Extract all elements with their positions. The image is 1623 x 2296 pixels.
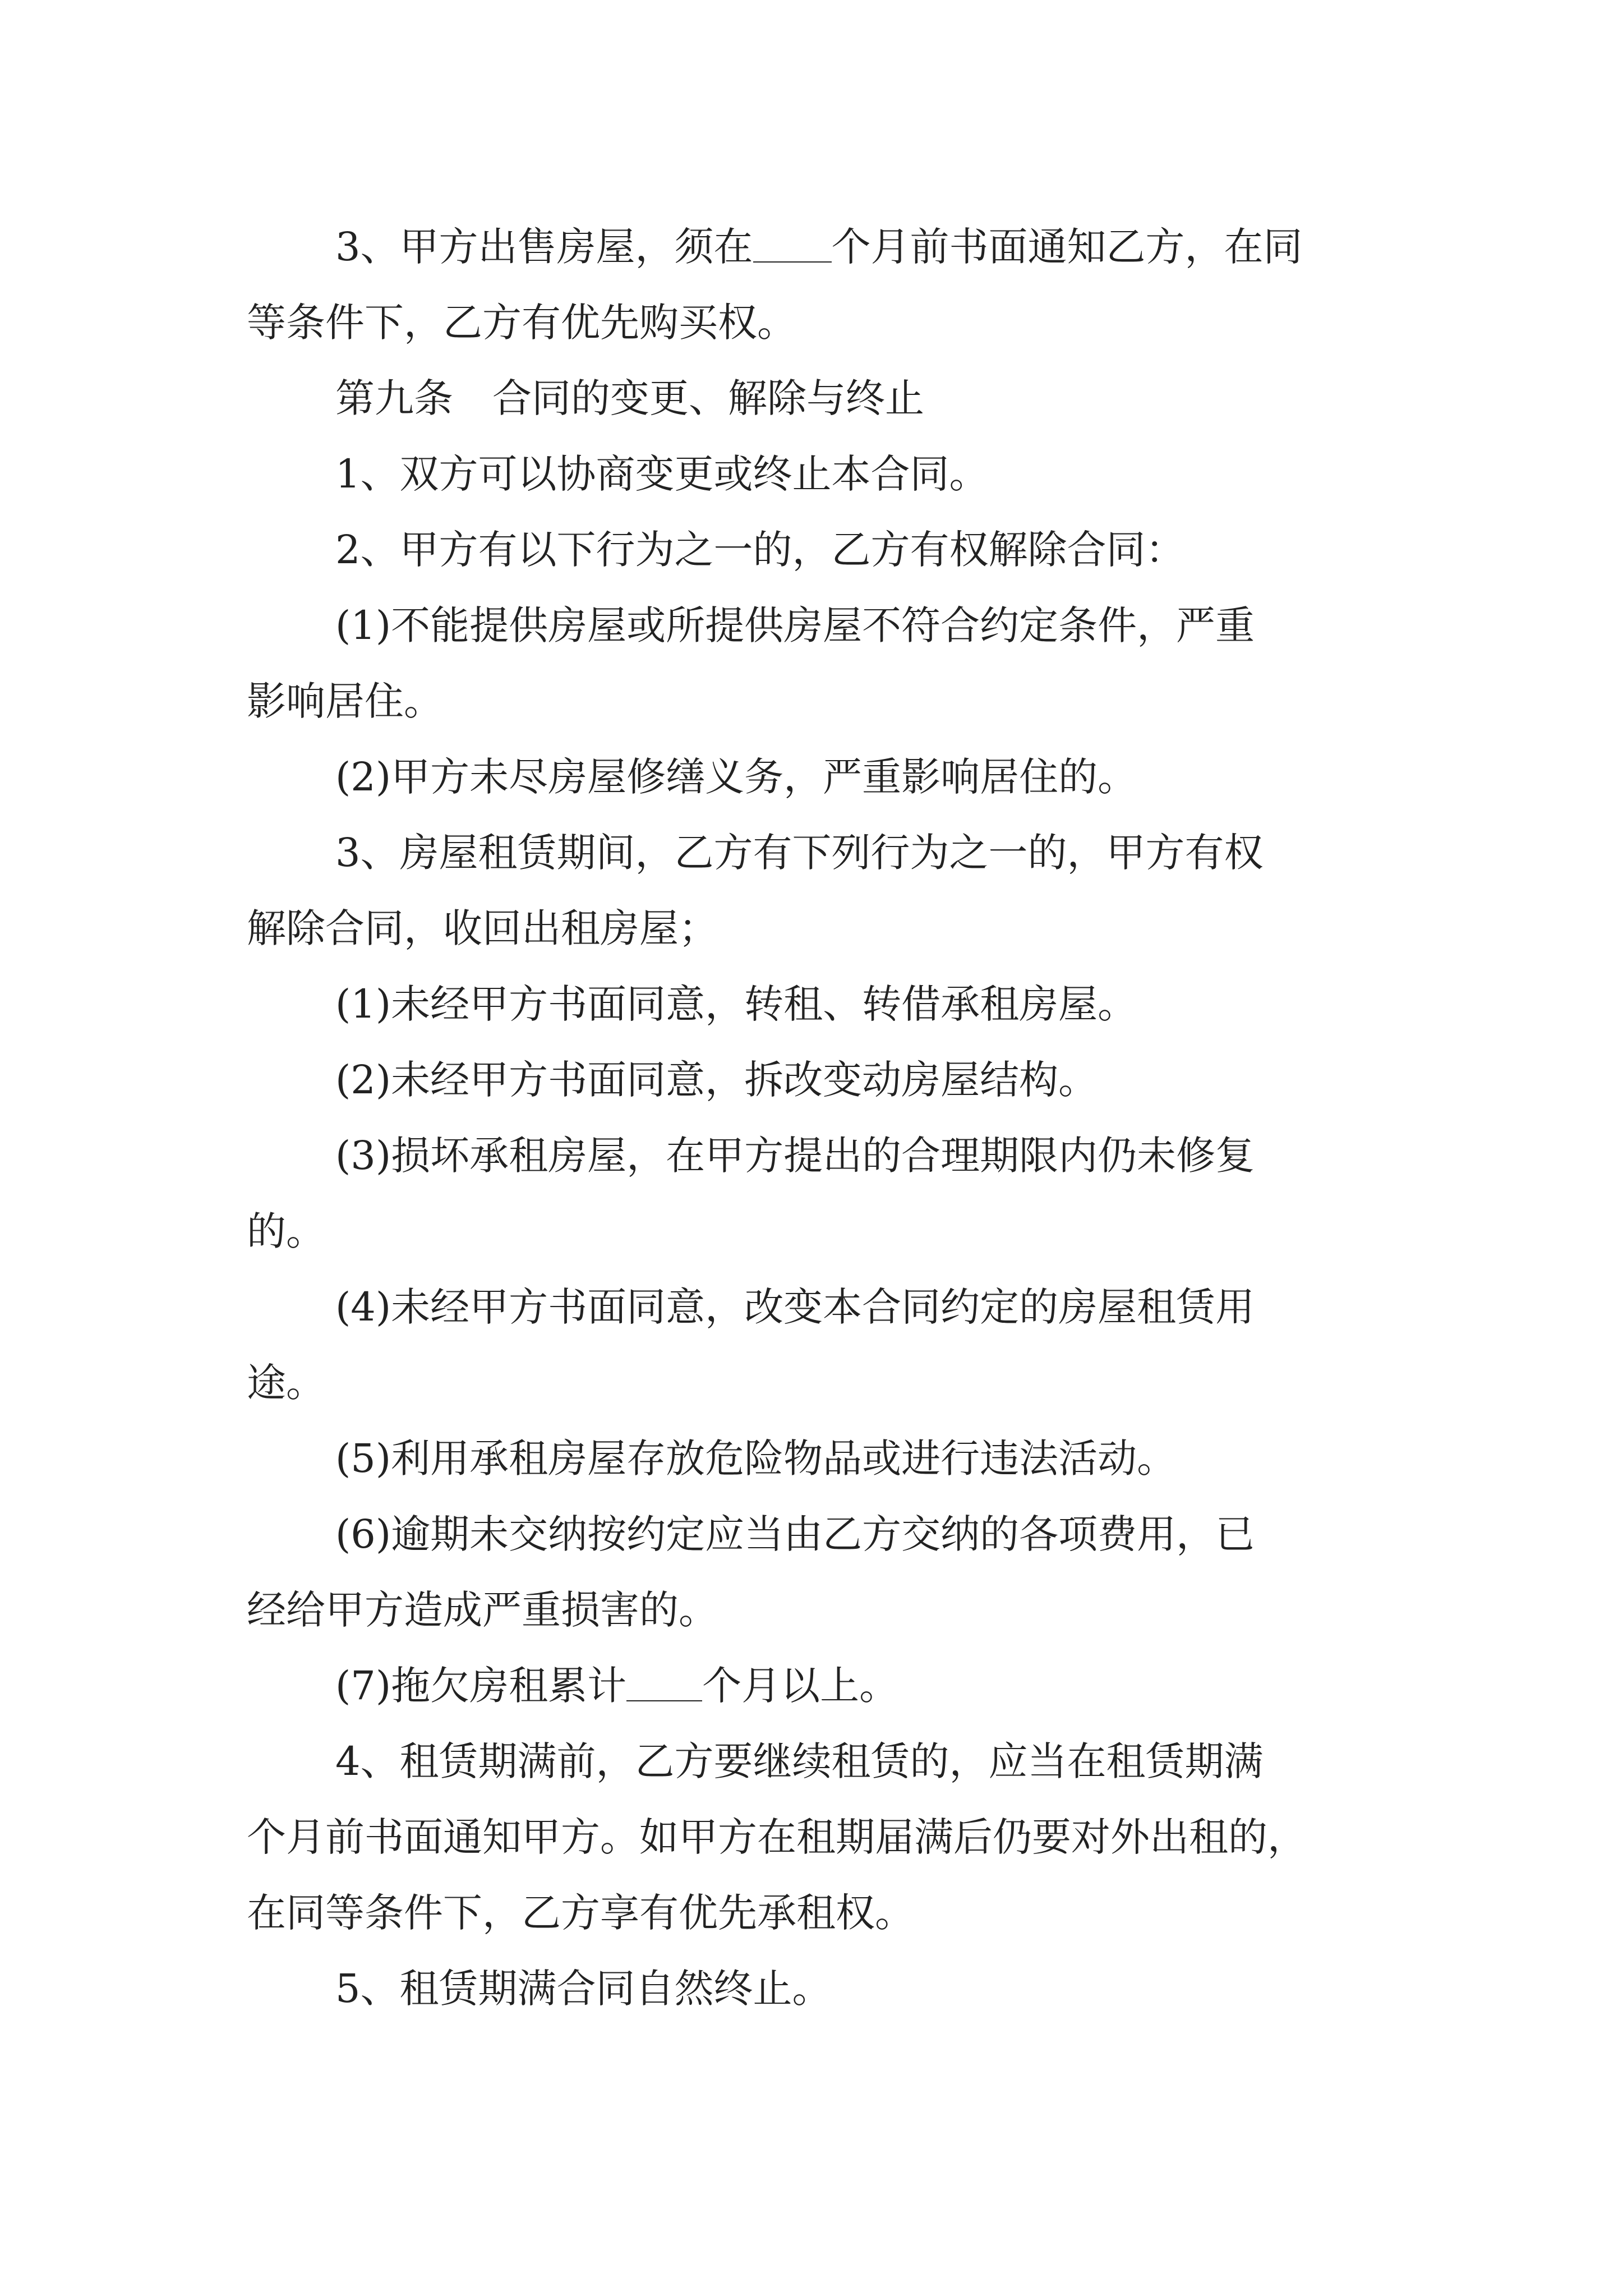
line-text: 3、房屋租赁期间，乙方有下列行为之一的，甲方有权 bbox=[335, 830, 1264, 876]
list-item-line bbox=[247, 676, 1623, 726]
line-text: 等条件下，乙方有优先购买权。 bbox=[247, 300, 796, 346]
paragraph-line bbox=[335, 449, 1623, 499]
line-text: 个月前书面通知乙方，在同 bbox=[831, 224, 1303, 270]
line-text: (2)甲方未尽房屋修缮义务，严重影响居住的。 bbox=[335, 754, 1137, 800]
line-text: (7)拖欠房租累计 bbox=[335, 1663, 627, 1709]
paragraph-line bbox=[335, 827, 1623, 878]
list-item-line bbox=[335, 1130, 1623, 1181]
line-text: 经给甲方造成严重损害的。 bbox=[247, 1587, 718, 1633]
list-item-line bbox=[335, 600, 1623, 651]
line-text: 个月以上。 bbox=[702, 1663, 899, 1709]
line-text: (3)损坏承租房屋，在甲方提出的合理期限内仍未修复 bbox=[335, 1133, 1255, 1179]
list-item-line bbox=[247, 1358, 1623, 1408]
list-item-line bbox=[335, 1660, 1623, 1711]
line-text: (4)未经甲方书面同意，改变本合同约定的房屋租赁用 bbox=[335, 1284, 1255, 1330]
fill-blank bbox=[753, 261, 832, 263]
paragraph-line bbox=[247, 1888, 1623, 1938]
line-text: 1、双方可以协商变更或终止本合同。 bbox=[335, 451, 989, 497]
line-text: (1)未经甲方书面同意，转租、转借承租房屋。 bbox=[335, 981, 1137, 1027]
paragraph-line bbox=[247, 297, 1623, 348]
section-heading bbox=[335, 373, 1623, 424]
paragraph-line bbox=[247, 1812, 1623, 1862]
line-text: 影响居住。 bbox=[247, 678, 443, 724]
paragraph-line bbox=[335, 1736, 1623, 1787]
list-item-line bbox=[335, 1282, 1623, 1332]
line-text: 解除合同，收回出租房屋； bbox=[247, 905, 718, 951]
line-text: 3、甲方出售房屋，须在 bbox=[335, 224, 753, 270]
list-item-line bbox=[247, 1585, 1623, 1635]
paragraph-line bbox=[335, 524, 1623, 575]
list-item-line bbox=[335, 1509, 1623, 1559]
line-text: 4、租赁期满前，乙方要继续租赁的，应当在租赁期满 bbox=[335, 1738, 1264, 1784]
line-text: 2、甲方有以下行为之一的，乙方有权解除合同： bbox=[335, 527, 1185, 573]
list-item-line bbox=[335, 979, 1623, 1029]
line-text: 在同等条件下，乙方享有优先承租权。 bbox=[247, 1890, 914, 1936]
line-text: 的。 bbox=[247, 1208, 325, 1254]
line-text: 第九条 合同的变更、解除与终止 bbox=[335, 375, 924, 421]
list-item-line bbox=[335, 1055, 1623, 1105]
paragraph-line bbox=[335, 222, 1623, 272]
line-text: (5)利用承租房屋存放危险物品或进行违法活动。 bbox=[335, 1435, 1177, 1481]
line-text: (1)不能提供房屋或所提供房屋不符合约定条件，严重 bbox=[335, 602, 1255, 648]
paragraph-line bbox=[335, 1963, 1623, 2014]
line-text: (6)逾期未交纳按约定应当由乙方交纳的各项费用，已 bbox=[335, 1511, 1255, 1557]
line-text: (2)未经甲方书面同意，拆改变动房屋结构。 bbox=[335, 1057, 1098, 1103]
line-text: 5、租赁期满合同自然终止。 bbox=[335, 1966, 832, 2012]
list-item-line bbox=[335, 1433, 1623, 1484]
paragraph-line bbox=[247, 903, 1623, 954]
list-item-line bbox=[335, 752, 1623, 802]
line-text: 途。 bbox=[247, 1360, 325, 1406]
list-item-line bbox=[247, 1206, 1623, 1257]
line-text: 个月前书面通知甲方。如甲方在租期届满后仍要对外出租的， bbox=[247, 1814, 1307, 1860]
fill-blank bbox=[626, 1700, 702, 1701]
